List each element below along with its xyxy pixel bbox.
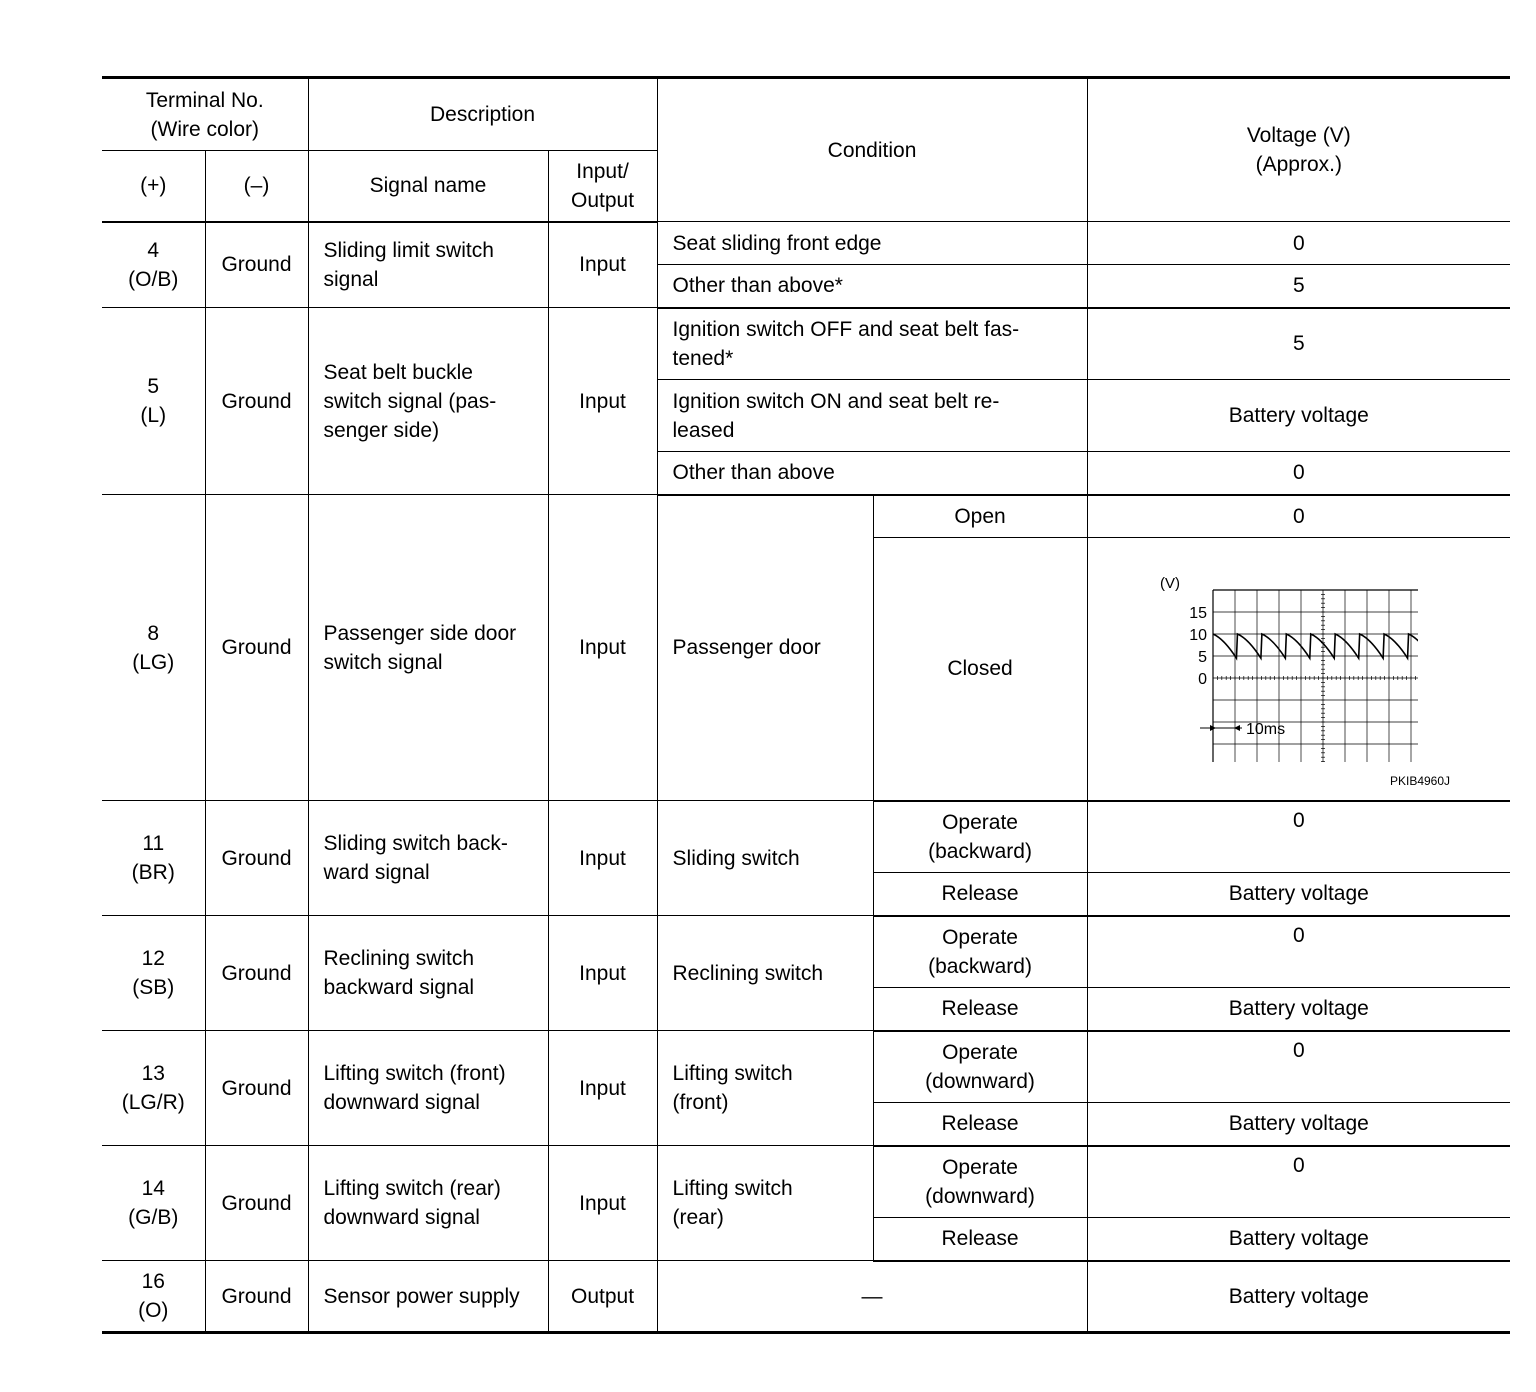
io-cell: Input (548, 308, 657, 495)
condition-cell: Ignition switch ON and seat belt re- leased (657, 380, 1087, 452)
signal-cell: Sliding limit switch signal (308, 222, 548, 308)
terminal-spec-table (102, 76, 1510, 1334)
voltage-cell: 0 (1087, 452, 1510, 495)
voltage-cell: 5 (1087, 265, 1510, 308)
state-cell: Release (873, 873, 1087, 916)
voltage-cell: 0 (1087, 1146, 1510, 1218)
waveform-y-tick: 10 (1188, 627, 1207, 644)
input-output-header: Input/ Output (548, 151, 657, 222)
condition-cell: Reclining switch (657, 916, 873, 1031)
state-cell: Operate (downward) (873, 1146, 1087, 1218)
voltage-header-label: Voltage (V) (1246, 124, 1351, 147)
state-cell: Open (873, 495, 1087, 538)
condition-cell: Lifting switch (front) (657, 1031, 873, 1146)
terminal-cell: 8 (LG) (102, 495, 205, 801)
terminal-cell: 4 (O/B) (102, 222, 205, 308)
plus-header: (+) (102, 151, 205, 222)
terminal-cell: 16 (O) (102, 1261, 205, 1333)
condition-cell: Sliding switch (657, 801, 873, 916)
ground-cell: Ground (205, 1031, 308, 1146)
waveform-graph (1158, 572, 1418, 762)
ground-cell: Ground (205, 1261, 308, 1333)
signal-cell: Sliding switch back- ward signal (308, 801, 548, 916)
signal-cell: Sensor power supply (308, 1261, 548, 1333)
terminal-header-label: Terminal No. (145, 88, 264, 112)
voltage-cell: Battery voltage (1087, 380, 1510, 452)
io-cell: Input (548, 916, 657, 1031)
voltage-cell: 0 (1087, 495, 1510, 538)
voltage-cell: 0 (1087, 801, 1510, 873)
condition-cell: Lifting switch (rear) (657, 1146, 873, 1261)
voltage-cell: 5 (1087, 308, 1510, 380)
ground-cell: Ground (205, 495, 308, 801)
terminal-cell: 13 (LG/R) (102, 1031, 205, 1146)
voltage-cell: 0 (1087, 916, 1510, 988)
voltage-cell: 0 (1087, 1031, 1510, 1103)
wire-color-header-label: (Wire color) (150, 117, 259, 141)
terminal-cell: 12 (SB) (102, 916, 205, 1031)
signal-cell: Lifting switch (front) downward signal (308, 1031, 548, 1146)
figure-code: PKIB4960J (1389, 773, 1451, 788)
approx-header-label: (Approx.) (1255, 153, 1342, 176)
voltage-cell: Battery voltage (1087, 988, 1510, 1031)
condition-cell: Ignition switch OFF and seat belt fas- tened* (657, 308, 1087, 380)
state-cell: Release (873, 1218, 1087, 1261)
io-cell: Input (548, 495, 657, 801)
ground-cell: Ground (205, 222, 308, 308)
signal-name-header: Signal name (308, 151, 548, 222)
waveform-cell (1087, 538, 1510, 801)
minus-header: (–) (205, 151, 308, 222)
waveform-y-tick: 0 (1197, 671, 1207, 688)
ground-cell: Ground (205, 308, 308, 495)
state-cell: Operate (downward) (873, 1031, 1087, 1103)
voltage-header (1087, 78, 1510, 222)
ground-cell: Ground (205, 1146, 308, 1261)
state-cell: Release (873, 1103, 1087, 1146)
condition-cell: Seat sliding front edge (657, 222, 1087, 265)
state-cell: Release (873, 988, 1087, 1031)
io-cell: Input (548, 222, 657, 308)
condition-cell: — (657, 1261, 1087, 1333)
signal-cell: Passenger side door switch signal (308, 495, 548, 801)
signal-cell: Seat belt buckle switch signal (pas- senger side) (308, 308, 548, 495)
condition-header: Condition (657, 78, 1087, 222)
terminal-cell: 14 (G/B) (102, 1146, 205, 1261)
state-cell: Closed (873, 538, 1087, 801)
io-cell: Output (548, 1261, 657, 1333)
voltage-cell: Battery voltage (1087, 1218, 1510, 1261)
voltage-cell: Battery voltage (1087, 1261, 1510, 1333)
waveform-y-ticks (1189, 605, 1207, 688)
signal-cell: Lifting switch (rear) downward signal (308, 1146, 548, 1261)
terminal-cell: 11 (BR) (102, 801, 205, 916)
time-scale-label: 10ms (1245, 721, 1285, 738)
voltage-cell: Battery voltage (1087, 1103, 1510, 1146)
voltage-cell: Battery voltage (1087, 873, 1510, 916)
io-cell: Input (548, 801, 657, 916)
signal-cell: Reclining switch backward signal (308, 916, 548, 1031)
time-scale-marker (1200, 725, 1242, 731)
condition-cell: Other than above* (657, 265, 1087, 308)
ground-cell: Ground (205, 916, 308, 1031)
waveform-unit-label: (V) (1159, 575, 1180, 592)
terminal-cell: 5 (L) (102, 308, 205, 495)
waveform-grid (1213, 590, 1418, 762)
state-cell: Operate (backward) (873, 916, 1087, 988)
io-cell: Input (548, 1031, 657, 1146)
waveform-y-tick: 15 (1188, 605, 1207, 622)
condition-cell: Other than above (657, 452, 1087, 495)
state-cell: Operate (backward) (873, 801, 1087, 873)
description-header: Description (308, 78, 657, 151)
io-cell: Input (548, 1146, 657, 1261)
waveform-y-tick: 5 (1197, 649, 1207, 666)
terminal-header (102, 78, 308, 151)
voltage-cell: 0 (1087, 222, 1510, 265)
condition-cell: Passenger door (657, 495, 873, 801)
ground-cell: Ground (205, 801, 308, 916)
waveform-trace (1213, 634, 1418, 658)
